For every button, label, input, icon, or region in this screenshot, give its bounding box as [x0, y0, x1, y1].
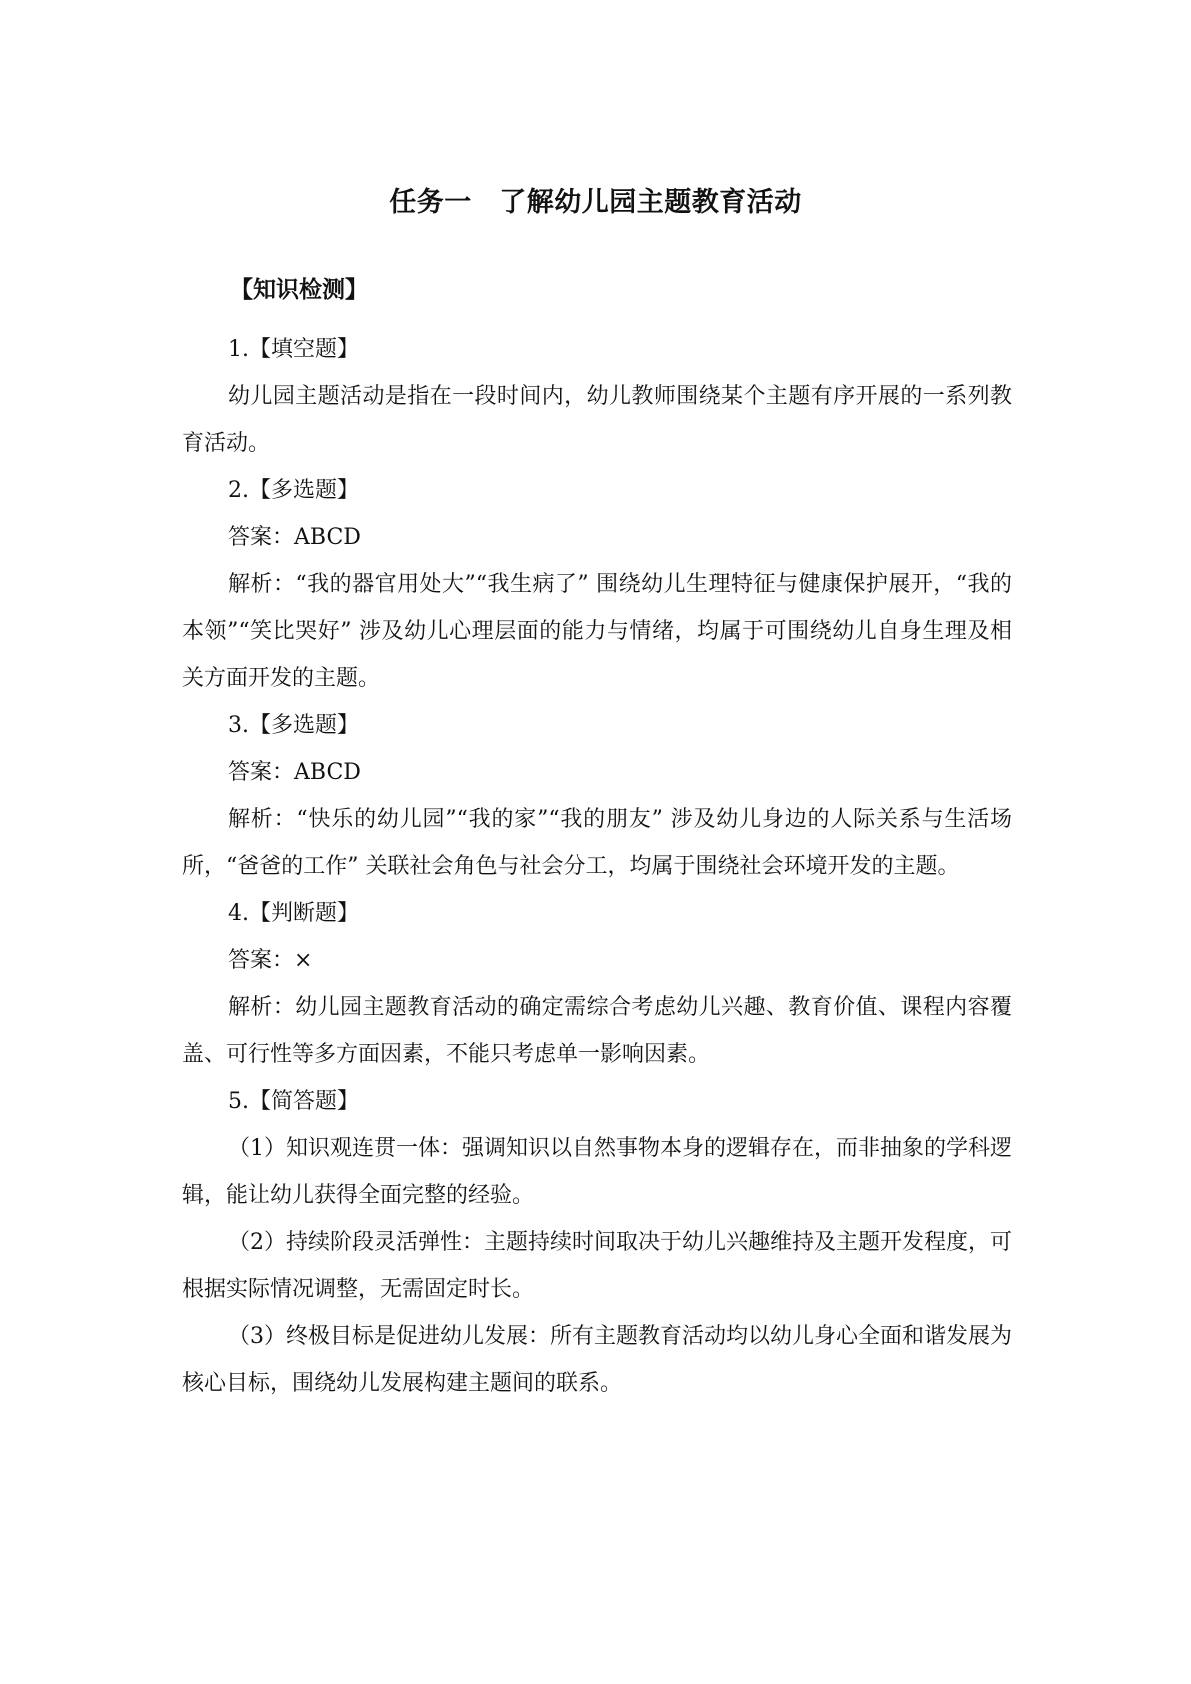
question-1-label: 1.【填空题】: [228, 337, 359, 362]
question-2-answer: 答案：ABCD: [228, 525, 361, 550]
section-heading: 【知识检测】: [230, 277, 368, 303]
page-title: 任务一 了解幼儿园主题教育活动: [389, 187, 802, 218]
question-3-label: 3.【多选题】: [228, 713, 359, 738]
question-5-point-1: （1）知识观连贯一体：强调知识以自然事物本身的逻辑存在，而非抽象的学科逻辑，能让幼儿获得全面完整的经验。: [182, 1136, 1012, 1208]
question-3-analysis: 解析：“快乐的幼儿园”“我的家”“我的朋友” 涉及幼儿身边的人际关系与生活场所，“爸爸的工作” 关联社会角色与社会分工，均属于围绕社会环境开发的主题。: [182, 807, 1012, 879]
question-3-answer: 答案：ABCD: [228, 760, 361, 785]
question-2-label: 2.【多选题】: [228, 478, 359, 503]
question-5-point-3: （3）终极目标是促进幼儿发展：所有主题教育活动均以幼儿身心全面和谐发展为核心目标，围绕幼儿发展构建主题间的联系。: [182, 1324, 1012, 1396]
question-4-analysis: 解析：幼儿园主题教育活动的确定需综合考虑幼儿兴趣、教育价值、课程内容覆盖、可行性等多方面因素，不能只考虑单一影响因素。: [182, 995, 1012, 1067]
question-1-text: 幼儿园主题活动是指在一段时间内，幼儿教师围绕某个主题有序开展的一系列教育活动。: [182, 384, 1012, 456]
question-4-label: 4.【判断题】: [228, 901, 359, 926]
document-body: [182, 326, 1012, 1407]
question-2-analysis: 解析：“我的器官用处大”“我生病了” 围绕幼儿生理特征与健康保护展开，“我的本领”“笑比哭好” 涉及幼儿心理层面的能力与情绪，均属于可围绕幼儿自身生理及相关方面开发的主题。: [182, 572, 1012, 691]
question-4-answer: 答案：×: [228, 948, 313, 973]
question-5-label: 5.【简答题】: [228, 1089, 359, 1114]
question-5-point-2: （2）持续阶段灵活弹性：主题持续时间取决于幼儿兴趣维持及主题开发程度，可根据实际情况调整，无需固定时长。: [182, 1230, 1012, 1302]
